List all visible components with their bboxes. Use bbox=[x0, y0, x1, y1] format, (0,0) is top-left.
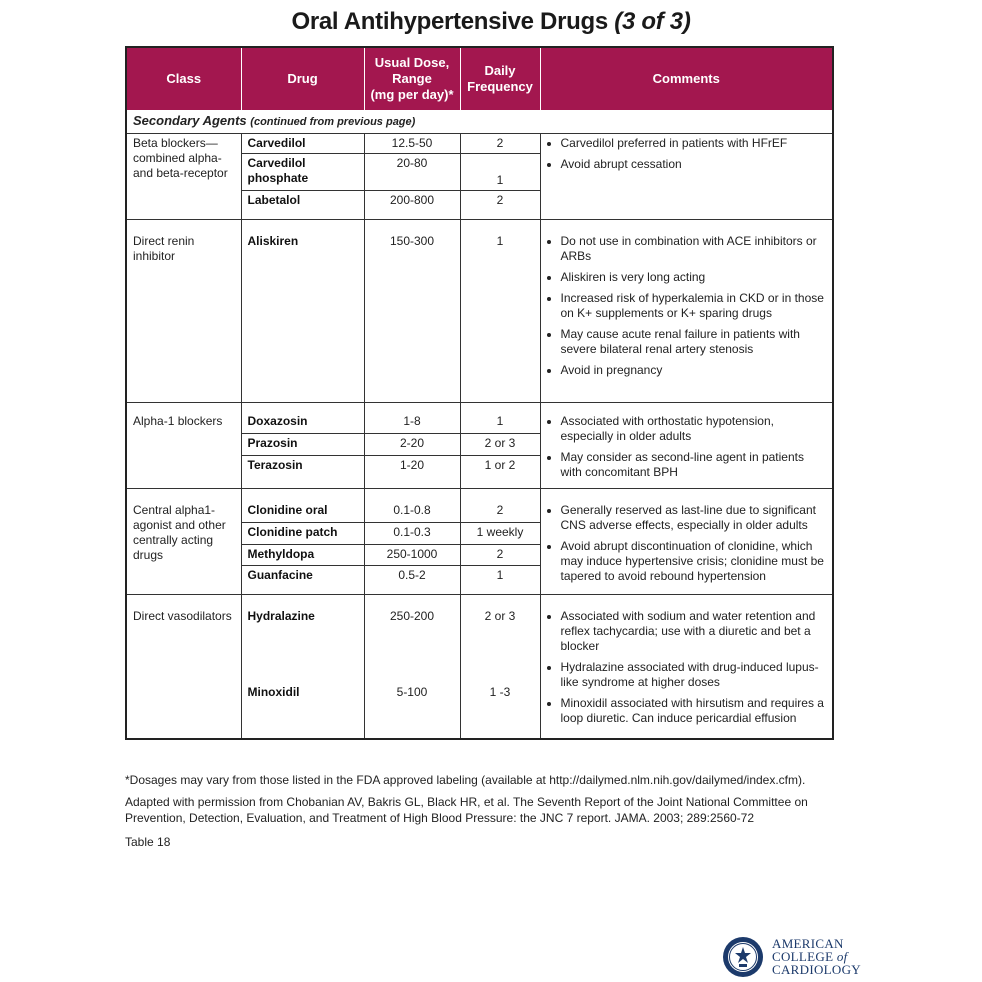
table-row bbox=[126, 595, 833, 683]
acc-seal-icon bbox=[722, 936, 764, 978]
header-dose-line: Range bbox=[392, 71, 432, 86]
class-cell: Beta blockers—combined alpha- and beta-receptor bbox=[126, 134, 241, 220]
dose-cell: 1-20 bbox=[364, 456, 460, 489]
header-dose-line: Usual Dose, bbox=[374, 55, 450, 70]
comments-cell bbox=[540, 489, 833, 595]
header-row bbox=[126, 47, 833, 111]
header-comments: Comments bbox=[540, 47, 833, 111]
table-number: Table 18 bbox=[125, 835, 171, 849]
drug-cell: Doxazosin bbox=[241, 403, 364, 434]
comment-item: • Hydralazine associated with drug-induced lupus-like syndrome at higher doses bbox=[561, 660, 827, 690]
dose-cell: 200-800 bbox=[364, 191, 460, 220]
frequency-cell: 2 or 3 bbox=[460, 595, 540, 683]
acc-logo bbox=[722, 936, 882, 978]
page-title bbox=[0, 8, 982, 36]
table-row bbox=[126, 220, 833, 403]
dose-cell: 2-20 bbox=[364, 434, 460, 456]
drug-cell: Guanfacine bbox=[241, 566, 364, 595]
dose-cell: 150-300 bbox=[364, 220, 460, 403]
section-label: Secondary Agents bbox=[133, 113, 247, 128]
header-dose bbox=[364, 47, 460, 111]
drug-cell: Clonidine oral bbox=[241, 489, 364, 523]
drug-cell: Carvedilol bbox=[241, 134, 364, 154]
table-row bbox=[126, 403, 833, 434]
comment-item: • Aliskiren is very long acting bbox=[561, 270, 827, 285]
comment-item: • Minoxidil associated with hirsutism and requires a loop diuretic. Can induce pericardial effusion bbox=[561, 696, 827, 726]
class-cell: Direct renin inhibitor bbox=[126, 220, 241, 403]
class-cell: Direct vasodilators bbox=[126, 595, 241, 740]
section-heading bbox=[126, 111, 833, 134]
frequency-cell: 2 bbox=[460, 191, 540, 220]
drug-table bbox=[125, 46, 834, 740]
drug-cell: Prazosin bbox=[241, 434, 364, 456]
comments-cell bbox=[540, 134, 833, 220]
acc-wordmark bbox=[772, 937, 861, 976]
comment-item: • Carvedilol preferred in patients with HFrEF bbox=[561, 136, 827, 151]
header-frequency-line: Frequency bbox=[467, 79, 533, 94]
header-frequency bbox=[460, 47, 540, 111]
logo-word: of bbox=[836, 949, 848, 964]
frequency-cell: 2 bbox=[460, 489, 540, 523]
frequency-cell: 2 bbox=[460, 544, 540, 565]
comments-cell bbox=[540, 595, 833, 740]
dose-cell: 0.1-0.3 bbox=[364, 523, 460, 544]
logo-word: COLLEGE bbox=[772, 949, 837, 964]
drug-cell: Hydralazine bbox=[241, 595, 364, 683]
frequency-cell: 1 bbox=[460, 154, 540, 191]
comments-cell bbox=[540, 403, 833, 489]
section-note: (continued from previous page) bbox=[250, 116, 416, 128]
frequency-cell: 2 or 3 bbox=[460, 434, 540, 456]
citation-note: Adapted with permission from Chobanian AV, Bakris GL, Black HR, et al. The Seventh Report of the Joint National Committee on Prevention, Detection, Evaluation, and Treatment of High Blood Pressure: the JNC 7 report. JAMA. 2003; 289:2560-72 bbox=[125, 795, 808, 825]
comment-item: • Associated with sodium and water retention and reflex tachycardia; use with a diuretic and bet a blocker bbox=[561, 609, 827, 654]
comment-item: • Associated with orthostatic hypotension, especially in older adults bbox=[561, 414, 827, 444]
comment-item: • Avoid abrupt discontinuation of clonidine, which may induce hypertensive crisis; clonidine must be tapered to avoid rebound hypertension bbox=[561, 539, 827, 584]
dose-cell: 5-100 bbox=[364, 683, 460, 739]
comments-list bbox=[547, 234, 827, 378]
comments-list bbox=[547, 136, 827, 172]
frequency-cell: 1 weekly bbox=[460, 523, 540, 544]
drug-cell: Carvedilol phosphate bbox=[241, 154, 364, 191]
dose-cell: 20-80 bbox=[364, 154, 460, 191]
dose-cell: 12.5-50 bbox=[364, 134, 460, 154]
frequency-cell: 2 bbox=[460, 134, 540, 154]
comment-item: • Do not use in combination with ACE inhibitors or ARBs bbox=[561, 234, 827, 264]
dosage-footnote: *Dosages may vary from those listed in the FDA approved labeling (available at http://dailymed.nlm.nih.gov/dailymed/index.cfm). bbox=[125, 773, 806, 787]
drug-cell: Minoxidil bbox=[241, 683, 364, 739]
comment-item: • Avoid abrupt cessation bbox=[561, 157, 827, 172]
comments-list bbox=[547, 503, 827, 584]
dose-cell: 250-1000 bbox=[364, 544, 460, 565]
header-class: Class bbox=[126, 47, 241, 111]
title-main: Oral Antihypertensive Drugs bbox=[291, 8, 608, 35]
comments-list bbox=[547, 609, 827, 726]
header-drug: Drug bbox=[241, 47, 364, 111]
drug-cell: Terazosin bbox=[241, 456, 364, 489]
dose-cell: 0.5-2 bbox=[364, 566, 460, 595]
dose-cell: 250-200 bbox=[364, 595, 460, 683]
class-cell: Alpha-1 blockers bbox=[126, 403, 241, 489]
logo-line: AMERICAN bbox=[772, 936, 844, 951]
frequency-cell: 1 or 2 bbox=[460, 456, 540, 489]
frequency-cell: 1 bbox=[460, 403, 540, 434]
comment-item: • May consider as second-line agent in patients with concomitant BPH bbox=[561, 450, 827, 480]
section-row bbox=[126, 111, 833, 134]
frequency-cell: 1 -3 bbox=[460, 683, 540, 739]
drug-cell: Labetalol bbox=[241, 191, 364, 220]
comment-item: • May cause acute renal failure in patients with severe bilateral renal artery stenosis bbox=[561, 327, 827, 357]
table-row bbox=[126, 134, 833, 154]
header-dose-line: (mg per day)* bbox=[370, 87, 454, 102]
class-cell: Central alpha1-agonist and other centrally acting drugs bbox=[126, 489, 241, 595]
drug-cell: Aliskiren bbox=[241, 220, 364, 403]
comments-list bbox=[547, 414, 827, 480]
comment-item: • Avoid in pregnancy bbox=[561, 363, 827, 378]
drug-cell: Clonidine patch bbox=[241, 523, 364, 544]
dose-cell: 1-8 bbox=[364, 403, 460, 434]
drug-cell: Methyldopa bbox=[241, 544, 364, 565]
frequency-cell: 1 bbox=[460, 220, 540, 403]
comments-cell bbox=[540, 220, 833, 403]
comment-item: • Generally reserved as last-line due to significant CNS adverse effects, especially in older adults bbox=[561, 503, 827, 533]
table-row bbox=[126, 489, 833, 523]
frequency-cell: 1 bbox=[460, 566, 540, 595]
logo-line: CARDIOLOGY bbox=[772, 962, 861, 977]
header-frequency-line: Daily bbox=[484, 63, 516, 78]
title-part: (3 of 3) bbox=[614, 8, 691, 35]
comment-item: • Increased risk of hyperkalemia in CKD or in those on K+ supplements or K+ sparing drugs bbox=[561, 291, 827, 321]
dose-cell: 0.1-0.8 bbox=[364, 489, 460, 523]
